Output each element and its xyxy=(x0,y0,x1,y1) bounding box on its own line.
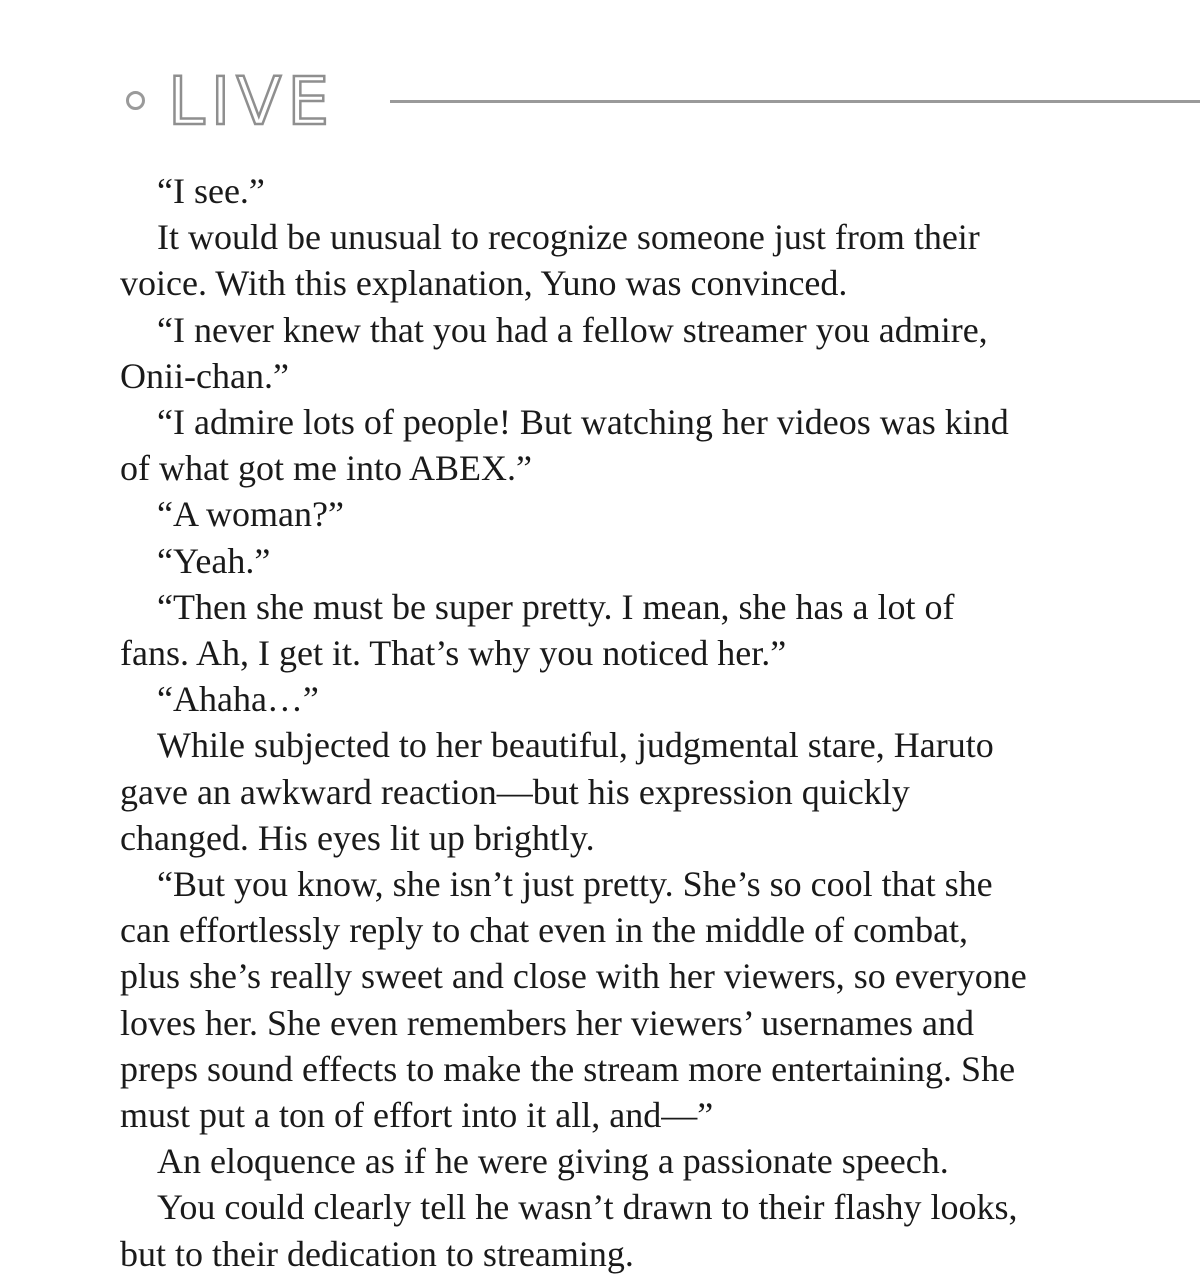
text-line: gave an awkward reaction—but his expression quickly xyxy=(120,771,910,812)
text-line: “I see.” xyxy=(157,171,265,211)
page-header xyxy=(0,0,1200,150)
body-text xyxy=(120,168,1120,1277)
paragraph xyxy=(120,861,1120,1138)
text-line: “A woman?” xyxy=(157,494,344,535)
text-line: “I never knew that you had a fellow streamer you admire, xyxy=(157,309,988,350)
text-line: “I admire lots of people! But watching her videos was kind xyxy=(157,402,1009,443)
text-line: “Yeah.” xyxy=(157,540,271,581)
text-line: must put a ton of effort into it all, and—” xyxy=(120,1095,714,1136)
text-line: fans. Ah, I get it. That’s why you noticed her.” xyxy=(120,633,787,674)
live-logo: LIVE xyxy=(168,63,336,140)
live-dot-icon xyxy=(126,91,145,110)
paragraph xyxy=(120,722,1120,861)
paragraph xyxy=(120,214,1120,306)
header-rule xyxy=(390,100,1200,103)
paragraph xyxy=(120,1138,1120,1184)
paragraph xyxy=(120,676,1120,722)
paragraph xyxy=(120,168,1120,214)
text-line: “Ahaha…” xyxy=(157,679,319,720)
text-line: voice. With this explanation, Yuno was convinced. xyxy=(120,263,848,304)
text-line: Onii-chan.” xyxy=(120,355,289,396)
paragraph xyxy=(120,584,1120,676)
paragraph xyxy=(120,491,1120,537)
text-line: but to their dedication to streaming. xyxy=(120,1233,634,1274)
paragraph xyxy=(120,307,1120,399)
text-line: You could clearly tell he wasn’t drawn to their flashy looks, xyxy=(157,1187,1018,1228)
paragraph xyxy=(120,538,1120,584)
paragraph xyxy=(120,399,1120,491)
paragraph xyxy=(120,1184,1120,1276)
text-line: loves her. She even remembers her viewers’ usernames and xyxy=(120,1002,975,1043)
text-line: It would be unusual to recognize someone just from their xyxy=(157,217,980,258)
text-line: While subjected to her beautiful, judgmental stare, Haruto xyxy=(157,725,994,766)
text-line: of what got me into ABEX.” xyxy=(120,448,532,489)
text-line: changed. His eyes lit up brightly. xyxy=(120,817,595,858)
text-line: can effortlessly reply to chat even in the middle of combat, xyxy=(120,910,969,951)
text-line: preps sound effects to make the stream more entertaining. She xyxy=(120,1048,1016,1089)
text-line: plus she’s really sweet and close with her viewers, so everyone xyxy=(120,956,1027,997)
text-line: An eloquence as if he were giving a passionate speech. xyxy=(157,1141,949,1182)
text-line: “But you know, she isn’t just pretty. She’s so cool that she xyxy=(157,864,993,905)
text-line: “Then she must be super pretty. I mean, she has a lot of xyxy=(157,586,955,627)
